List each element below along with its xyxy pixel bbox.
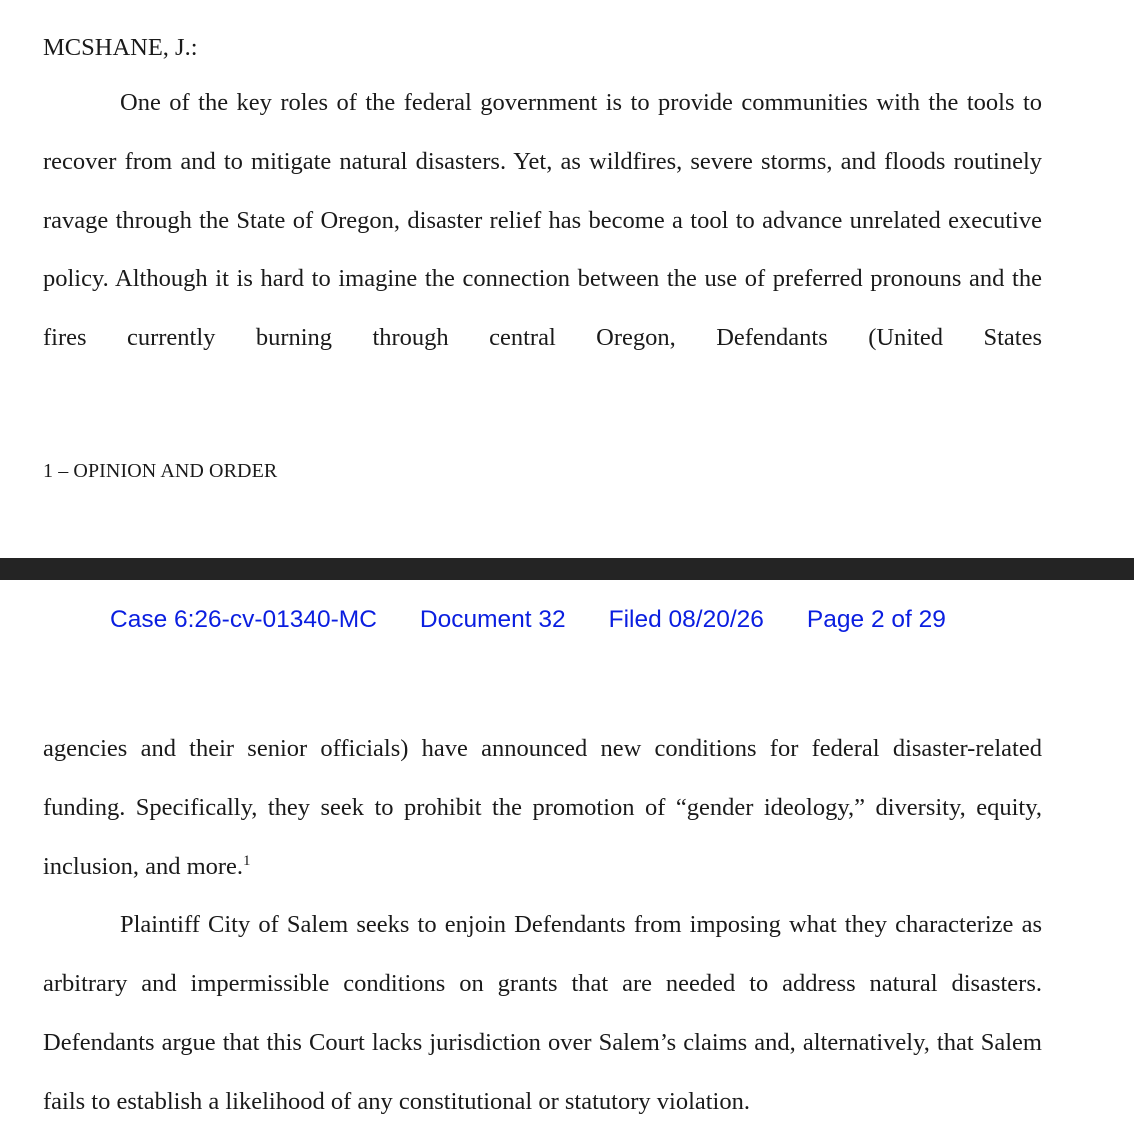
- paragraph-intro: One of the key roles of the federal government is to provide communities with the tools to recover from and to mitigate natural disasters. Yet, as wildfires, severe storms, and floods routinely ravage through the State of Oregon, disaster relief has become a tool to advance unrelated executive policy. Although it is hard to imagine the connection between the use of preferred pronouns and the fires currently burning through central Oregon, Defendants (United States: [43, 89, 1042, 352]
- body-text: [43, 74, 1042, 368]
- case-header: [110, 600, 946, 640]
- opinion-page-2: [0, 580, 1134, 1142]
- paragraph-salem: Plaintiff City of Salem seeks to enjoin Defendants from imposing what they characterize as arbitrary and impermissible conditions on grants that are needed to address natural disasters. Defendants argue that this Court lacks jurisdiction over Salem’s claims and, alternatively, that Salem fails to establish a likelihood of any constitutional or statutory violation.: [43, 911, 1042, 1115]
- paragraph-continued: [43, 720, 1042, 896]
- opinion-page-1: [0, 0, 1134, 558]
- page-separator: [0, 558, 1134, 580]
- page-number: Page 2 of 29: [806, 606, 946, 633]
- document-number: Document 32: [419, 606, 566, 633]
- paragraph-continued-text: agencies and their senior officials) have announced new conditions for federal disaster-related funding. Specifically, they seek to prohibit the promotion of “gender ideology,” diversity, equity, inclusion, and more.: [43, 735, 1042, 880]
- filed-date: Filed 08/20/26: [608, 606, 764, 633]
- judge-name: MCSHANE, J.:: [43, 34, 198, 61]
- body-text: [43, 720, 1042, 1132]
- page-footer: 1 – OPINION AND ORDER: [43, 460, 278, 482]
- case-number: Case 6:26-cv-01340-MC: [110, 606, 377, 633]
- footnote-ref[interactable]: 1: [243, 852, 251, 869]
